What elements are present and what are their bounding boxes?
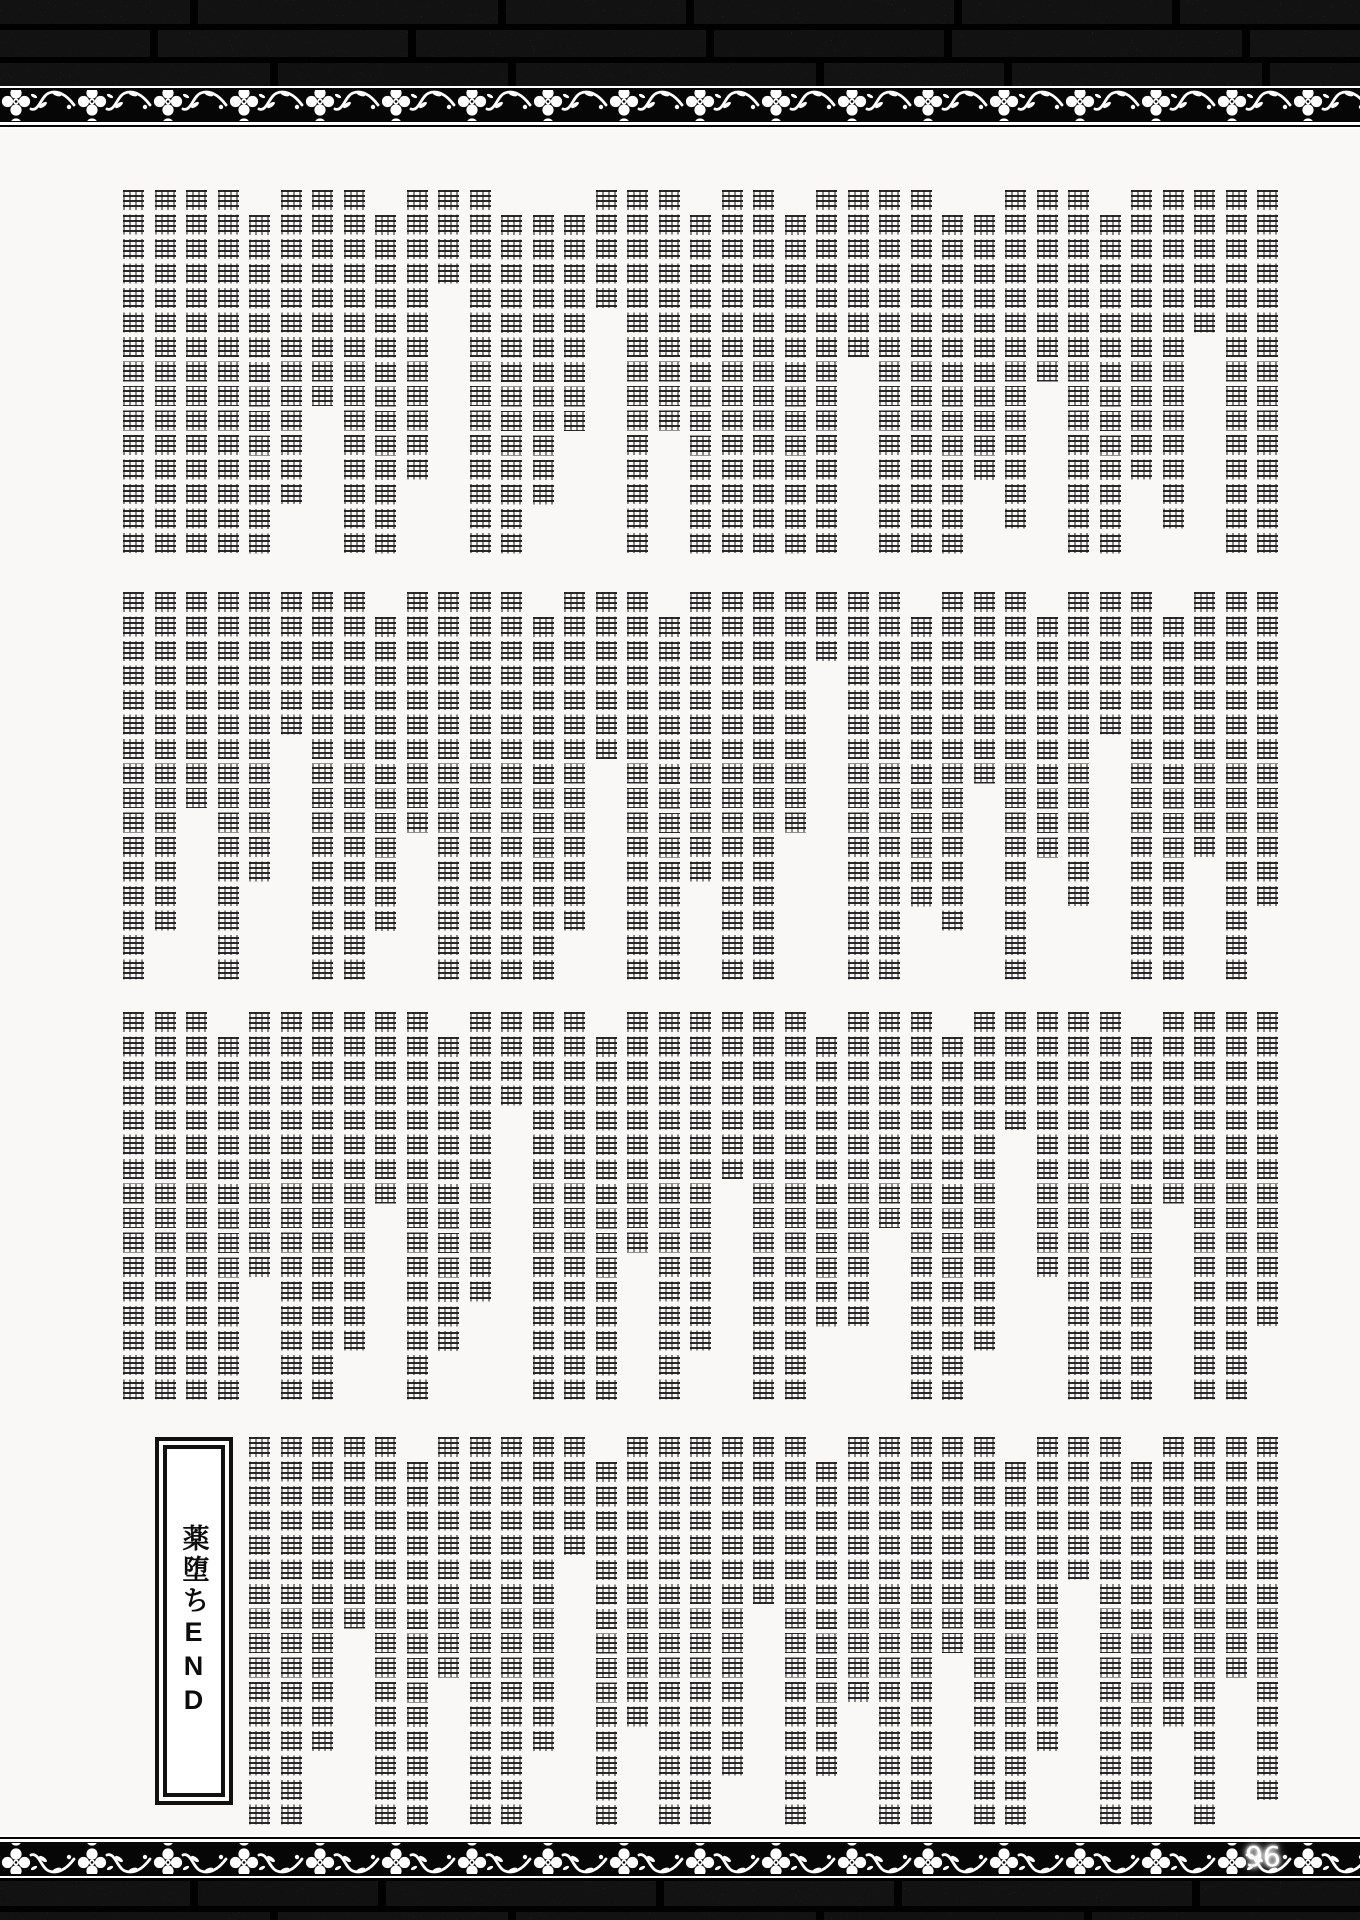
text-column xyxy=(942,1437,963,1654)
text-column xyxy=(911,1437,932,1825)
text-column xyxy=(816,190,837,554)
text-column xyxy=(281,190,302,505)
text-column xyxy=(627,592,648,980)
text-band-1 xyxy=(120,190,1278,558)
text-column xyxy=(627,1012,648,1253)
text-column xyxy=(1163,1437,1184,1727)
text-column xyxy=(1037,190,1058,382)
text-column xyxy=(407,1462,428,1826)
text-column xyxy=(879,1012,900,1229)
text-column xyxy=(312,1437,333,1752)
text-column xyxy=(1194,1437,1215,1825)
text-column xyxy=(564,1012,585,1400)
text-column xyxy=(1226,592,1247,980)
text-column xyxy=(438,1037,459,1352)
text-column xyxy=(1131,1462,1152,1826)
text-column xyxy=(1131,1037,1152,1401)
text-column xyxy=(186,1012,207,1400)
text-column xyxy=(344,190,365,554)
text-column xyxy=(1005,592,1026,980)
text-column xyxy=(1163,190,1184,529)
text-column xyxy=(1257,1012,1278,1327)
text-column xyxy=(596,190,617,309)
text-column xyxy=(690,1012,711,1351)
text-column xyxy=(407,1012,428,1400)
text-column xyxy=(1100,1012,1121,1400)
text-column xyxy=(123,190,144,554)
text-column xyxy=(533,617,554,981)
text-column xyxy=(911,617,932,907)
text-column xyxy=(722,592,743,980)
end-stamp-frame xyxy=(163,1445,225,1797)
text-column xyxy=(1100,1437,1121,1825)
text-column xyxy=(974,1012,995,1351)
text-column xyxy=(690,592,711,882)
end-stamp-label: 薬堕ちEND xyxy=(178,1523,209,1719)
text-band-2 xyxy=(120,592,1278,984)
text-column xyxy=(1068,1012,1089,1400)
text-column xyxy=(848,190,869,358)
text-column xyxy=(722,190,743,554)
text-column xyxy=(312,1012,333,1400)
text-column xyxy=(281,1012,302,1400)
text-column xyxy=(407,190,428,480)
text-column xyxy=(1257,592,1278,907)
text-column xyxy=(501,1012,522,1106)
text-column xyxy=(155,592,176,931)
text-column xyxy=(218,190,239,554)
text-column xyxy=(344,1437,365,1629)
text-column xyxy=(659,617,680,981)
text-column xyxy=(816,592,837,662)
text-column xyxy=(690,215,711,554)
text-column xyxy=(501,1437,522,1825)
bottom-brick-border xyxy=(0,1878,1360,1920)
text-column xyxy=(942,1037,963,1401)
text-column xyxy=(344,592,365,980)
text-column xyxy=(816,1037,837,1327)
text-column xyxy=(501,592,522,980)
text-column xyxy=(470,1437,491,1825)
text-column xyxy=(911,1012,932,1400)
text-column xyxy=(848,592,869,980)
text-column xyxy=(281,592,302,735)
text-column xyxy=(753,1437,774,1605)
text-column xyxy=(1226,1437,1247,1678)
text-column xyxy=(911,190,932,554)
text-column xyxy=(312,592,333,980)
text-column xyxy=(1100,592,1121,735)
text-column xyxy=(438,190,459,284)
text-column xyxy=(1226,1012,1247,1400)
text-column xyxy=(218,1037,239,1401)
text-column xyxy=(249,215,270,554)
text-column xyxy=(1005,1462,1026,1826)
text-column xyxy=(753,190,774,554)
text-column xyxy=(1068,190,1089,554)
text-column xyxy=(1194,592,1215,858)
text-column xyxy=(1257,1437,1278,1801)
text-column xyxy=(438,1437,459,1678)
text-column xyxy=(1163,617,1184,981)
text-column xyxy=(879,1437,900,1825)
text-column xyxy=(848,1437,869,1703)
text-column xyxy=(470,190,491,554)
text-column xyxy=(470,1012,491,1302)
text-column xyxy=(155,1012,176,1400)
text-column xyxy=(123,592,144,980)
text-column xyxy=(627,190,648,554)
text-column xyxy=(564,215,585,432)
text-column xyxy=(753,1012,774,1400)
text-column xyxy=(375,1437,396,1825)
text-column xyxy=(123,1012,144,1400)
text-column xyxy=(533,215,554,505)
text-column xyxy=(1068,1437,1089,1580)
text-column xyxy=(1037,617,1058,858)
text-column xyxy=(722,1012,743,1180)
text-column xyxy=(785,215,806,554)
text-column xyxy=(470,592,491,980)
top-brick-border xyxy=(0,0,1360,86)
text-column xyxy=(375,1012,396,1204)
text-column xyxy=(1037,1437,1058,1752)
text-column xyxy=(438,592,459,980)
text-band-4 xyxy=(120,1437,1278,1829)
bottom-ornament-border xyxy=(0,1832,1360,1878)
text-column xyxy=(659,1012,680,1400)
text-column xyxy=(596,592,617,760)
text-column xyxy=(1131,190,1152,480)
text-column xyxy=(879,592,900,980)
text-column xyxy=(249,1012,270,1278)
text-column xyxy=(186,190,207,554)
text-band-3 xyxy=(120,1012,1278,1404)
text-column xyxy=(1163,1012,1184,1204)
text-column xyxy=(564,1437,585,1556)
text-column xyxy=(155,190,176,554)
text-column xyxy=(690,1437,711,1825)
text-column xyxy=(785,1012,806,1400)
text-column xyxy=(564,592,585,931)
text-column xyxy=(942,592,963,931)
text-column xyxy=(186,592,207,809)
text-column xyxy=(501,215,522,554)
text-column xyxy=(1100,215,1121,554)
text-column xyxy=(785,1437,806,1825)
text-column xyxy=(785,592,806,833)
text-column xyxy=(344,1012,365,1351)
text-column xyxy=(249,592,270,882)
text-column xyxy=(1005,1012,1026,1131)
page-number: 96 xyxy=(1245,1839,1281,1873)
text-column xyxy=(281,1437,302,1825)
text-column xyxy=(942,215,963,554)
text-column xyxy=(974,592,995,784)
text-column xyxy=(533,1012,554,1400)
text-column xyxy=(1257,190,1278,554)
text-column xyxy=(1005,190,1026,529)
text-column xyxy=(627,1437,648,1727)
text-column xyxy=(974,1437,995,1825)
text-column xyxy=(1068,592,1089,907)
text-column xyxy=(753,592,774,980)
text-column xyxy=(722,1437,743,1776)
text-column xyxy=(1037,1012,1058,1278)
text-column xyxy=(1194,190,1215,333)
text-column xyxy=(1131,592,1152,980)
text-column xyxy=(375,215,396,554)
text-column xyxy=(1194,1012,1215,1400)
text-column xyxy=(596,1037,617,1401)
text-column xyxy=(533,1437,554,1752)
text-column xyxy=(974,215,995,481)
end-stamp-box xyxy=(155,1437,233,1805)
text-column xyxy=(596,1462,617,1826)
text-column xyxy=(375,617,396,932)
text-column xyxy=(312,190,333,407)
text-column xyxy=(407,592,428,833)
text-column xyxy=(848,1012,869,1327)
text-column xyxy=(879,190,900,554)
top-ornament-border xyxy=(0,86,1360,132)
text-column xyxy=(659,190,680,431)
text-column xyxy=(659,1437,680,1825)
text-column xyxy=(1226,190,1247,554)
text-column xyxy=(249,1437,270,1825)
text-column xyxy=(816,1462,837,1777)
text-column xyxy=(218,592,239,980)
